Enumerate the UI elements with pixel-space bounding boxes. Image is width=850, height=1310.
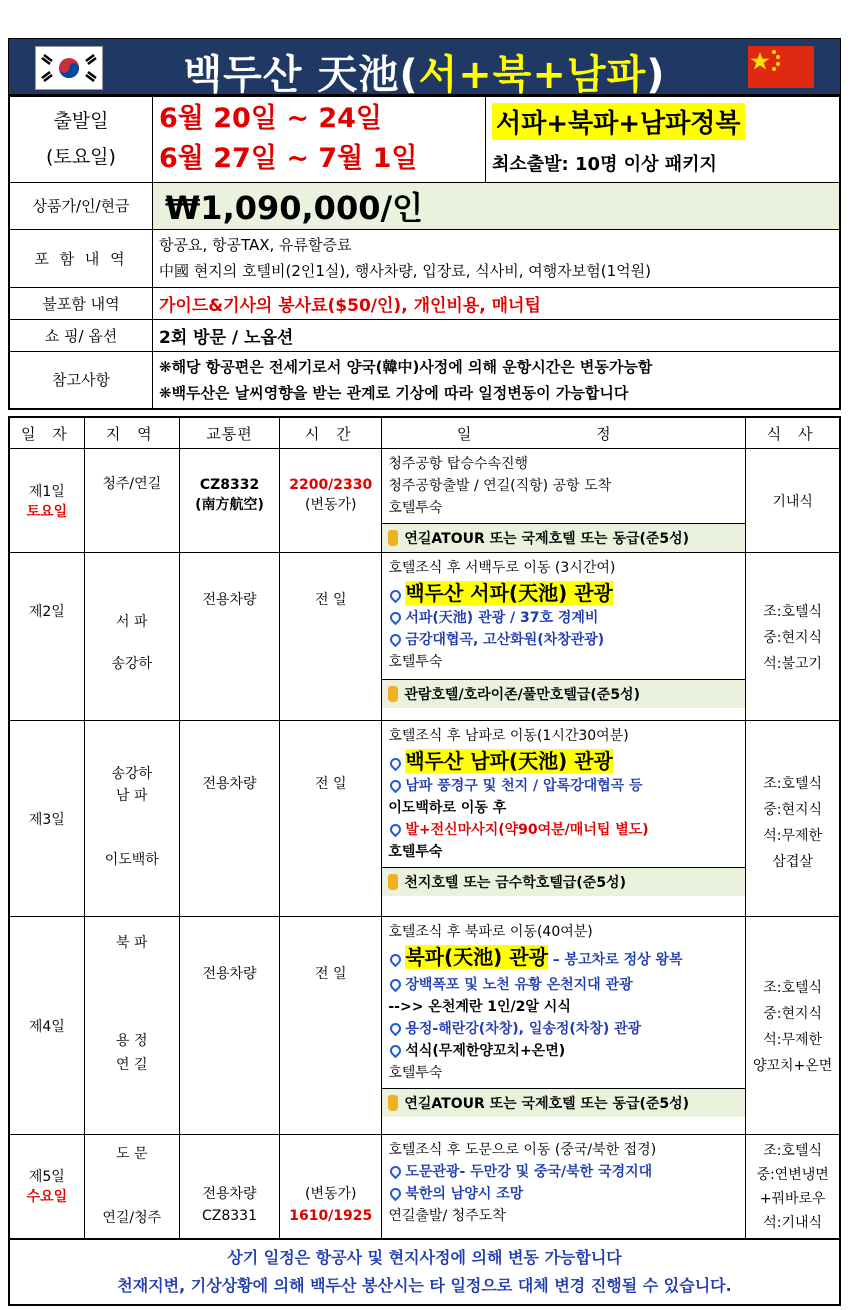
day-cell: 제3일 (9, 721, 84, 917)
table-row (9, 449, 840, 553)
transport-cell: 전용차량 (179, 721, 279, 917)
time-cell: 전 일 (280, 553, 382, 721)
col-region: 지 역 (84, 417, 179, 449)
shop-label: 쇼 핑/ 옵션 (9, 319, 153, 351)
location-pin-icon (388, 952, 404, 968)
table-row (9, 721, 840, 917)
china-flag-icon (748, 46, 814, 88)
day-cell: 제4일 (9, 917, 84, 1135)
table-row (9, 917, 840, 1135)
meal-cell: 조:호텔식 중:현지식 석:무제한 삼겹살 (746, 721, 840, 917)
min-depart: 최소출발: 10명 이상 패키지 (492, 154, 717, 175)
time-cell: 2200/2330 (변동가) (280, 449, 382, 553)
page (8, 38, 841, 1306)
schedule-cell: 호텔조식 후 북파로 이동(40여분) 북파(天池) 관광 – 봉고차로 정상 왕복 장백폭포 및 노천 유황 온천지대 관광 -->> 온천계란 1인/2알 시식 용정-해란강(차창), 일송정(차창) 관광 석식(무제한양꼬치+온면) 호텔투숙 연길ATOUR 또는 국제호텔 또는 동급(준5성) (382, 917, 746, 1135)
region-cell: 청주/연길 (84, 449, 179, 553)
transport-cell: 전용차량 CZ8331 (179, 1135, 279, 1239)
location-pin-icon (388, 977, 404, 993)
schedule-cell: 청주공항 탑승수속진행 청주공항출발 / 연길(직항) 공항 도착 호텔투숙 연길ATOUR 또는 국제호텔 또는 동급(준5성) (382, 449, 746, 553)
hotel-info: 연길ATOUR 또는 국제호텔 또는 동급(준5성) (382, 523, 745, 552)
hotel-info: 연길ATOUR 또는 국제호텔 또는 동급(준5성) (382, 1088, 745, 1117)
note-label: 참고사항 (9, 351, 153, 409)
transport-cell: 전용차량 (179, 917, 279, 1135)
schedule-table (8, 416, 841, 1240)
location-pin-icon (388, 756, 404, 772)
col-time: 시 간 (280, 417, 382, 449)
meal-cell: 기내식 (746, 449, 840, 553)
col-meal: 식 사 (746, 417, 840, 449)
location-pin-icon (388, 1186, 404, 1202)
location-pin-icon (388, 778, 404, 794)
exclude-label: 불포함 내역 (9, 287, 153, 319)
time-cell: (변동가) 1610/1925 (280, 1135, 382, 1239)
schedule-cell: 호텔조식 후 서백두로 이동 (3시간여) 백두산 서파(天池) 관광 서파(天池) 관광 / 37호 경계비 금강대협곡, 고산화원(차창관광) 호텔투숙 관람호텔/호라이존/풀만호텔급(준5성) (382, 553, 746, 721)
schedule-header-row (9, 417, 840, 449)
col-schedule: 일 정 (382, 417, 746, 449)
table-row (9, 1135, 840, 1239)
time-cell: 전 일 (280, 721, 382, 917)
location-pin-icon (388, 610, 404, 626)
hotel-icon (388, 874, 398, 890)
price-value: ₩1,090,000/인 (153, 182, 841, 229)
transport-cell: 전용차량 (179, 553, 279, 721)
hotel-icon (388, 1095, 398, 1111)
region-cell: 북 파 용 정 연 길 (84, 917, 179, 1135)
footer-notice: 상기 일정은 항공사 및 현지사정에 의해 변동 가능합니다 천재지변, 기상상황에 의해 백두산 봉산시는 타 일정으로 대체 변경 진행될 수 있습니다. (8, 1240, 841, 1306)
note-items: ❋해당 항공편은 전세기로서 양국(韓中)사정에 의해 운항시간은 변동가능함 ❋백두산은 날씨영향을 받는 관계로 기상에 따라 일정변동이 가능합니다 (153, 351, 841, 409)
page-title: 백두산 天池(서+북+남파) (183, 52, 666, 98)
day-cell: 제5일 수요일 (9, 1135, 84, 1239)
shop-value: 2회 방문 / 노옵션 (153, 319, 841, 351)
location-pin-icon (388, 1043, 404, 1059)
col-day: 일 자 (9, 417, 84, 449)
table-row (9, 553, 840, 721)
hotel-icon (388, 530, 398, 546)
highlight-badge: 서파+북파+남파정복 (492, 103, 745, 140)
location-pin-icon (388, 822, 404, 838)
time-cell: 전 일 (280, 917, 382, 1135)
info-table (8, 95, 841, 410)
location-pin-icon (388, 1021, 404, 1037)
meal-cell: 조:호텔식 중:현지식 석:불고기 (746, 553, 840, 721)
meal-cell: 조:호텔식 중:현지식 석:무제한 양꼬치+온면 (746, 917, 840, 1135)
day-cell: 제2일 (9, 553, 84, 721)
location-pin-icon (388, 1164, 404, 1180)
region-cell: 도 문 연길/청주 (84, 1135, 179, 1239)
title-bar (8, 38, 841, 98)
location-pin-icon (388, 588, 404, 604)
day-cell: 제1일 토요일 (9, 449, 84, 553)
include-label: 포 함 내 역 (9, 229, 153, 287)
package-summary (486, 96, 841, 182)
schedule-cell: 호텔조식 후 도문으로 이동 (중국/북한 접경) 도문관광- 두만강 및 중국/북한 국경지대 북한의 남양시 조망 연길출발/ 청주도착 (382, 1135, 746, 1239)
hotel-info: 천지호텔 또는 금수학호텔급(준5성) (382, 867, 745, 896)
location-pin-icon (388, 632, 404, 648)
region-cell: 서 파 송강하 (84, 553, 179, 721)
col-transport: 교통편 (179, 417, 279, 449)
departure-label: 출발일 (토요일) (9, 96, 153, 182)
departure-dates: 6월 20일 ~ 24일 6월 27일 ~ 7월 1일 (153, 96, 486, 182)
region-cell: 송강하 남 파 이도백하 (84, 721, 179, 917)
price-label: 상품가/인/현금 (9, 182, 153, 229)
include-items: 항공요, 항공TAX, 유류할증료 中國 현지의 호텔비(2인1실), 행사차량, 입장료, 식사비, 여행자보험(1억원) (153, 229, 841, 287)
meal-cell: 조:호텔식 중:연변냉면 +꿔바로우 석:기내식 (746, 1135, 840, 1239)
exclude-items: 가이드&기사의 봉사료($50/인), 개인비용, 매너팁 (153, 287, 841, 319)
transport-cell: CZ8332 (南方航空) (179, 449, 279, 553)
hotel-icon (388, 686, 398, 702)
schedule-cell: 호텔조식 후 남파로 이동(1시간30여분) 백두산 남파(天池) 관광 남파 풍경구 및 천지 / 압록강대협곡 등 이도백하로 이동 후 발+전신마사지(약90여분/매너팁 별도) 호텔투숙 천지호텔 또는 금수학호텔급(준5성) (382, 721, 746, 917)
hotel-info: 관람호텔/호라이존/풀만호텔급(준5성) (382, 679, 745, 708)
